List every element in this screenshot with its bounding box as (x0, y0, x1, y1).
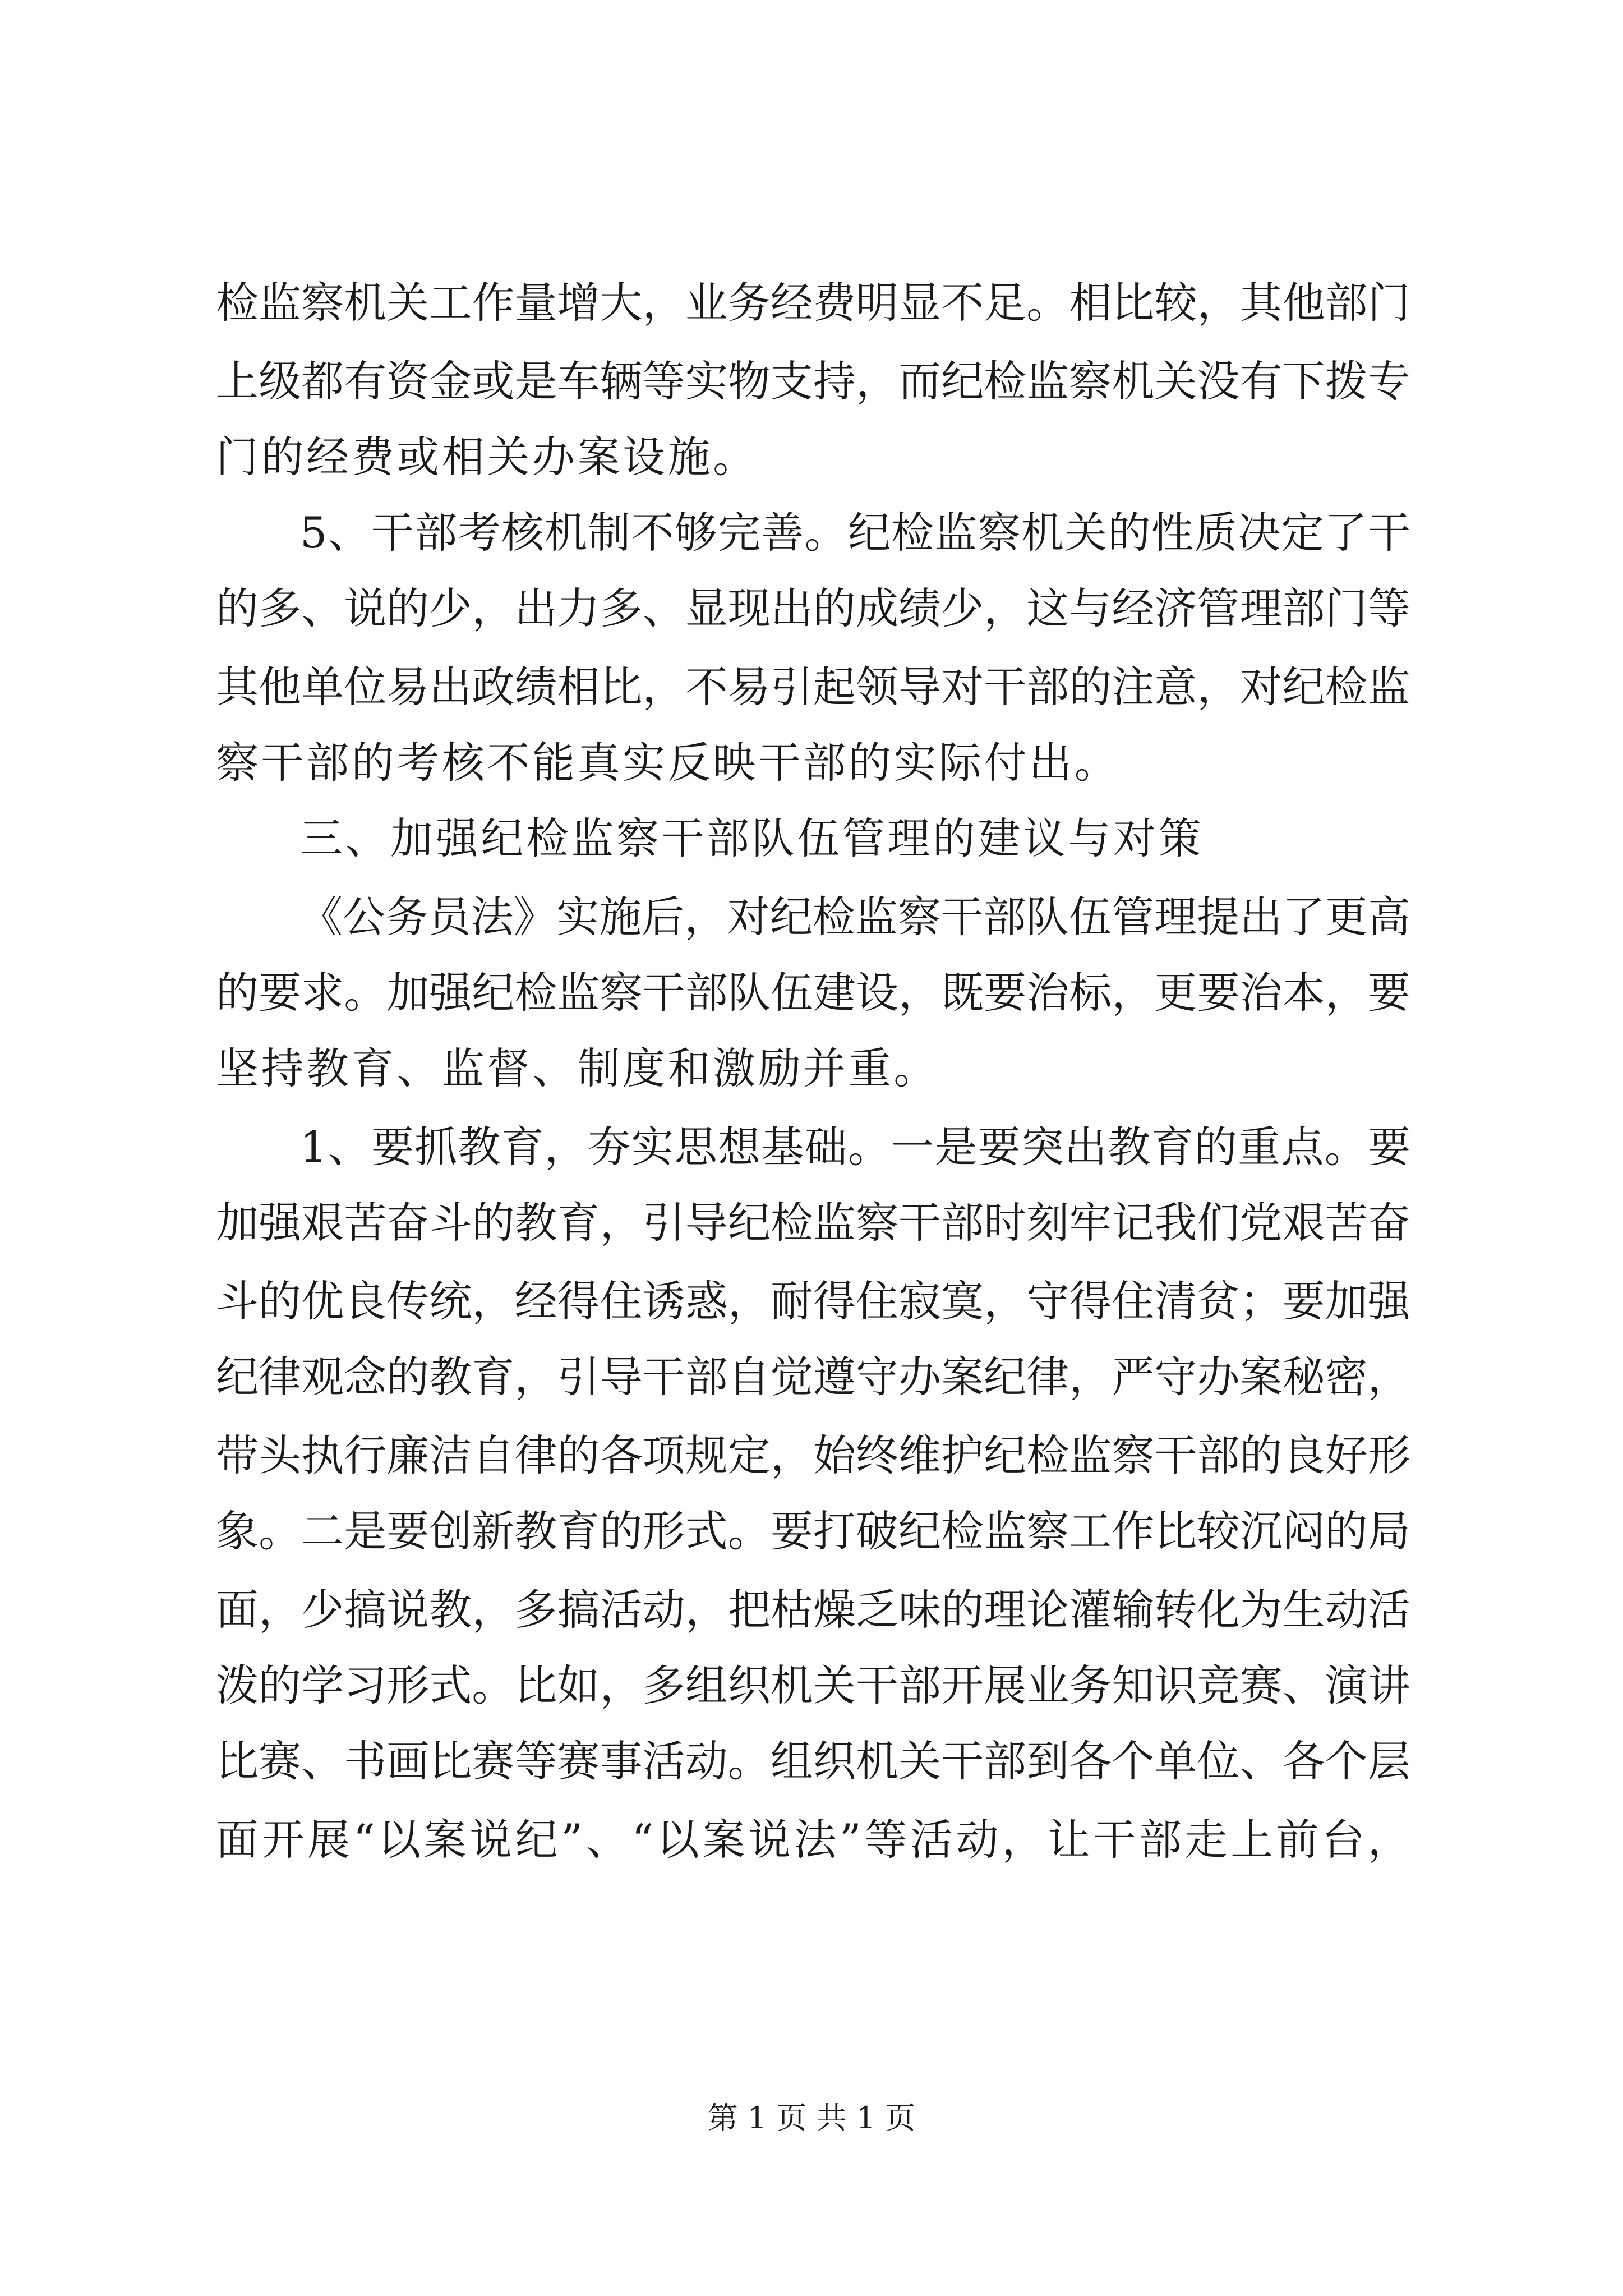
text-line: 泼 的 学 习 形 式 。 比 如 ， 多 组 织 机 关 干 部 开 展 业 务 知 识 竞 赛 、 演 讲 (216, 1660, 1410, 1710)
text-line: 面 ， 少 搞 说 教 ， 多 搞 活 动 ， 把 枯 燥 乏 味 的 理 论 灌 输 转 化 为 生 动 活 (216, 1585, 1410, 1635)
text-line: 察干部的考核不能真实反映干部的实际付出。 (216, 738, 1120, 788)
text-line: 检 监 察 机 关 工 作 量 增 大 ， 业 务 经 费 明 显 不 足 。 相 比 较 ， 其 他 部 门 (216, 278, 1410, 328)
text-line: 纪 律 观 念 的 教 育 ， 引 导 干 部 自 觉 遵 守 办 案 纪 律 ， 严 守 办 案 秘 密 ， (216, 1352, 1410, 1402)
text-line: 斗 的 优 良 传 统 ， 经 得 住 诱 惑 ， 耐 得 住 寂 寞 ， 守 得 住 清 贫 ； 要 加 强 (216, 1276, 1410, 1326)
text-line: 面 开 展 “ 以 案 说 纪 ” 、 “ 以 案 说 法 ” 等 活 动 ， 让 干 部 走 上 前 台 ， (216, 1815, 1410, 1865)
text-line: 上 级 都 有 资 金 或 是 车 辆 等 实 物 支 持 ， 而 纪 检 监 察 机 关 没 有 下 拨 专 (216, 356, 1410, 406)
text-line: 《 公 务 员 法 》 实 施 后 ， 对 纪 检 监 察 干 部 队 伍 管 理 提 出 了 更 高 (300, 892, 1410, 942)
text-line: 象 。 二 是 要 创 新 教 育 的 形 式 。 要 打 破 纪 检 监 察 工 作 比 较 沉 闷 的 局 (216, 1506, 1410, 1556)
text-line: 的 要 求 。 加 强 纪 检 监 察 干 部 队 伍 建 设 ， 既 要 治 标 ， 更 要 治 本 ， 要 (216, 968, 1410, 1018)
text-line: 1 、 要 抓 教 育 ， 夯 实 思 想 基 础 。 一 是 要 突 出 教 育 的 重 点 。 要 (300, 1122, 1410, 1172)
text-line: 加 强 艰 苦 奋 斗 的 教 育 ， 引 导 纪 检 监 察 干 部 时 刻 牢 记 我 们 党 艰 苦 奋 (216, 1198, 1410, 1248)
text-line: 其 他 单 位 易 出 政 绩 相 比 ， 不 易 引 起 领 导 对 干 部 的 注 意 ， 对 纪 检 监 (216, 662, 1410, 712)
text-line: 坚持教育、监督、制度和激励并重。 (216, 1043, 939, 1093)
text-line: 带 头 执 行 廉 洁 自 律 的 各 项 规 定 ， 始 终 维 护 纪 检 监 察 干 部 的 良 好 形 (216, 1430, 1410, 1480)
page-footer: 第 1 页 共 1 页 (707, 2100, 916, 2136)
text-line: 比 赛 、 书 画 比 赛 等 赛 事 活 动 。 组 织 机 关 干 部 到 各 个 单 位 、 各 个 层 (216, 1736, 1410, 1786)
text-line: 的 多 、 说 的 少 ， 出 力 多 、 显 现 出 的 成 绩 少 ， 这 与 经 济 管 理 部 门 等 (216, 583, 1410, 633)
text-line: 5 、 干 部 考 核 机 制 不 够 完 善 。 纪 检 监 察 机 关 的 性 质 决 定 了 干 (300, 508, 1410, 558)
text-line: 门的经费或相关办案设施。 (216, 432, 758, 482)
section-heading: 三、加强纪检监察干部队伍管理的建议与对策 (300, 813, 1204, 863)
